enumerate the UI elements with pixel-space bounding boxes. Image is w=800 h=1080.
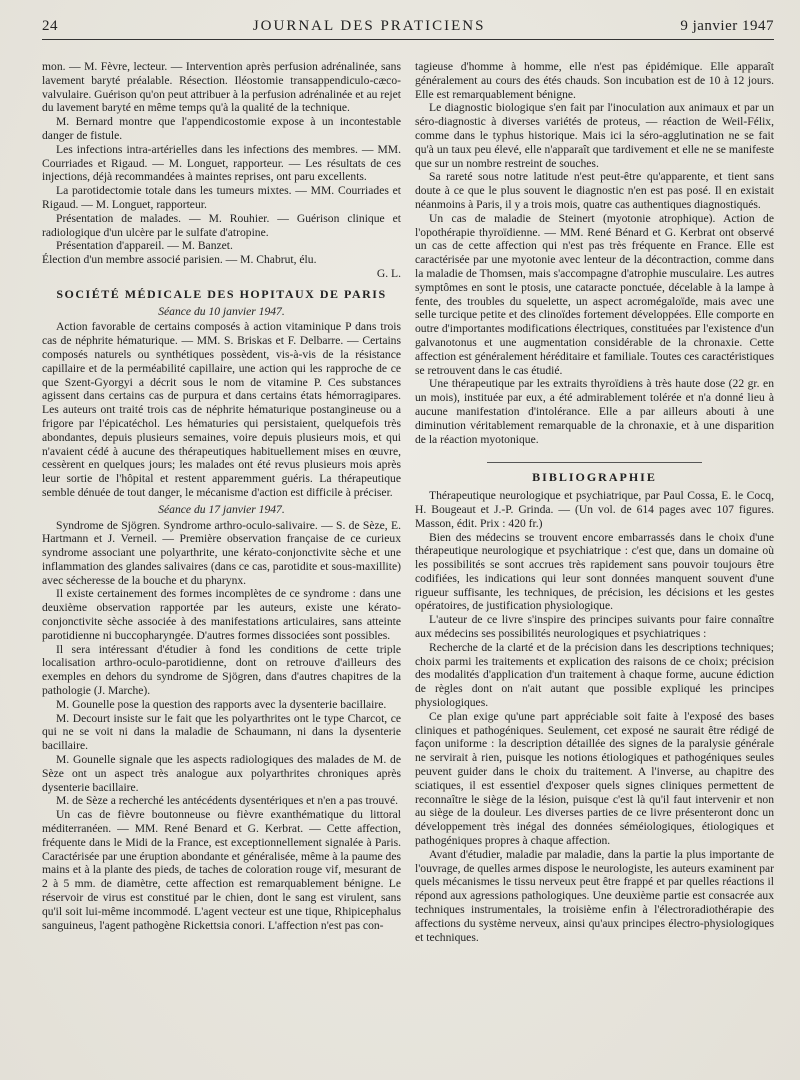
seance-date: Séance du 10 janvier 1947. bbox=[158, 304, 285, 318]
paragraph: M. de Sèze a recherché les antécédents dysentériques et n'en a pas trouvé. bbox=[56, 794, 399, 808]
paragraph: Bien des médecins se trouvent encore embarrassés dans le choix d'une thérapeutique neurologique et psychiatrique : c'est que, dans un domaine où les possibilités se sont accrues très rapidement sans pouvoir toujours être codifiées, les indications qui leur sont données manquent souvent d'une rigueur suffisante, les techniques, de précision, les décisions et les gestes opératoires, de justification physiologique. bbox=[415, 530, 774, 613]
paragraph: Recherche de la clarté et de la précision dans les descriptions techniques; choix parmi les traitements et explication des raisons de ce choix; précision des modalités d'application d'un traitement à chaque forme, aucune édiction de règles dont on n'ait autant que possible expliqué les principes physiologiques. bbox=[415, 640, 774, 710]
paragraph: tagieuse d'homme à homme, elle n'est pas épidémique. Elle apparaît généralement au cours des étés chauds. Son incubation est de 10 à 12 jours. Elle est remarquablement bénigne. bbox=[415, 60, 774, 101]
paragraph: mon. — M. Fèvre, lecteur. — Intervention après perfusion adrénalinée, sans lavement baryté préalable. Résection. Iléostomie transappendiculo-cæco-valvulaire. Guérison qu'on peut attribuer à la perfusion adrénalinée et au rejet du lavement baryté en même temps qu'à la qualité de la technique. bbox=[42, 60, 401, 115]
seance-date: Séance du 17 janvier 1947. bbox=[158, 502, 285, 516]
paragraph: Présentation d'appareil. — M. Banzet. bbox=[56, 239, 233, 253]
paragraph: M. Decourt insiste sur le fait que les polyarthrites ont le type Charcot, ce qui ne se voit ni dans la maladie de Schaumann, ni dans la dysenterie bacillaire. bbox=[42, 711, 401, 753]
paragraph: M. Bernard montre que l'appendicostomie expose à un incontestable danger de fistule. bbox=[42, 115, 401, 142]
journal-title: JOURNAL DES PRATICIENS bbox=[252, 18, 486, 34]
paragraph: M. Gounelle pose la question des rapports avec la dysenterie bacillaire. bbox=[56, 697, 387, 711]
paragraph: M. Gounelle signale que les aspects radiologiques des malades de M. de Sèze ont un aspect très analogue aux polyarthrites chroniques après dysenterie bacillaire. bbox=[42, 753, 401, 794]
paragraph: Le diagnostic biologique s'en fait par l'inoculation aux animaux et par un séro-diagnostic à diverses variétés de proteus, — réaction de Weil-Félix, comme dans le typhus historique. Mais ici la séro-agglutination ne se fait qu'à un taux peu élevé, elle n'apparaît que tardivement et elle ne se manifeste que sur un nombre restreint de souches. bbox=[415, 101, 774, 170]
paragraph: Un cas de fièvre boutonneuse ou fièvre exanthématique du littoral méditerranéen. — MM. René Benard et G. Kerbrat. — Cette affection, fréquente dans le Midi de la France, est exceptionnellement signalée à Paris. Caractérisée par une éruption abondante et généralisée, même à la paume des mains et à la plante des pieds, de taches de coloration rouge vif, mesurant de 2 à 5 mm. de diamètre, cette affection est remarquablement bénigne. Le réservoir de virus est constitué par le chien, dont le sang est virulent, sans qu'il soit lui-même incommodé. L'agent vecteur est une tique, Rhipicephalus sanguineus, l'agent pathogène Rickettsia conori. L'affection n'est pas con- bbox=[42, 808, 401, 932]
right-column bbox=[415, 60, 774, 944]
paragraph: L'auteur de ce livre s'inspire des principes suivants pour faire connaître aux médecins ses possibilités neurologiques et psychiatriques : bbox=[415, 613, 774, 641]
paragraph: Élection d'un membre associé parisien. — M. Chabrut, élu. bbox=[42, 253, 317, 267]
paragraph: Thérapeutique neurologique et psychiatrique, par Paul Cossa, E. le Cocq, H. Bougeaut et J.-P. Grinda. — (Un vol. de 614 pages avec 107 figures. Masson, édit. Prix : 420 fr.) bbox=[415, 489, 774, 530]
issue-date: 9 janvier 1947 bbox=[680, 18, 774, 34]
paragraph: La parotidectomie totale dans les tumeurs mixtes. — MM. Courriades et Rigaud. — M. Longuet, rapporteur. bbox=[42, 184, 401, 211]
page-header bbox=[42, 18, 774, 40]
bibliography-title: BIBLIOGRAPHIE bbox=[487, 462, 702, 485]
paragraph: Il existe certainement des formes incomplètes de ce syndrome : dans une deuxième observation rapportée par les auteurs, existe une kérato-conjonctivite sèche associée à des manifestations articulaires, sans atteinte parotidienne ni buccopharyngée. D'autres formes dissociées sont possibles. bbox=[42, 587, 401, 642]
paragraph: Présentation de malades. — M. Rouhier. — Guérison clinique et radiologique d'un ulcère par le sulfate d'atropine. bbox=[42, 211, 401, 239]
paragraph: Syndrome de Sjögren. Syndrome arthro-oculo-salivaire. — S. de Sèze, E. Hartmann et J. Verneil. — Première observation française de ce curieux syndrome associant une polyarthrite, une kérato-conjonctivite sèche et une inflammation des glandes salivaires (dans ce cas, parotidite et sous-maxillite) avec sécheresse de la bouche et du pharynx. bbox=[42, 518, 401, 587]
paragraph: Un cas de maladie de Steinert (myotonie atrophique). Action de l'opothérapie thyroïdienne. — MM. René Bénard et G. Kerbrat ont observé un cas de cette affection qui n'est pas très fréquente en France. Elle est caractérisée par une myotonie avec lenteur de la décontraction, comme dans la maladie de Thomsen, mais s'accompagne d'atrophie musculaire. Les autres symptômes en sont le ptosis, une cataracte ponctuée, décelable à la lampe à fente, des troubles du squelette, un aspect acromégaloïde, mais avec une selle turcique petite et des clinoïdes fortement développées. Elle comporte en outre d'importantes modifications électriques, constituées par l'existence d'un galvanotonus et une augmentation considérable de la chronaxie. Cette affection est généralement héréditaire et familiale. Toutes ces caractéristiques se retrouvent dans le cas étudié. bbox=[415, 211, 774, 377]
page-number: 24 bbox=[42, 18, 58, 34]
paragraph: Sa rareté sous notre latitude n'est peut-être qu'apparente, et tient sans doute à ce que le plus souvent le diagnostic n'en est pas posé. Il en existait néanmoins à Paris, il y a trois mois, quatre cas authentiques diagnostiqués. bbox=[415, 170, 774, 211]
paragraph: Une thérapeutique par les extraits thyroïdiens à très haute dose (22 gr. en un mois), instituée par eux, a été admirablement tolérée et n'a donné lieu à aucune manifestation d'intolérance. Elle a par ailleurs abouti à une diminution véritablement remarquable de la chronaxie, et à une disparition de la réaction myotonique. bbox=[415, 377, 774, 446]
signature: G. L. bbox=[376, 266, 401, 280]
paragraph: Avant d'étudier, maladie par maladie, dans la partie la plus importante de l'ouvrage, de quelles armes dispose le neurologiste, les auteurs examinent par quels mécanismes le tissu nerveux peut être frappé et par quelles réactions il répond aux agressions pathologiques. Une deuxième partie est consacrée aux techniques instrumentales, la troisième enfin à l'électroradiothérapie des affections du système nerveux, ainsi qu'aux principes électro-physiologiques et techniques. bbox=[415, 847, 774, 944]
paragraph: Ce plan exige qu'une part appréciable soit faite à l'exposé des bases cliniques et pathogéniques. Seulement, cet exposé ne saurait être rédigé de façon uniforme : la description détaillée des signes de la paralysie générale ne servirait à rien, puisque les notions étiologiques et pathogéniques seules peuvent guider dans le choix du traitement. A l'inverse, au chapitre des sciatiques, il est essentiel d'exposer quels signes cliniques permettent de reconnaître le siège de la lésion, puisque c'est là qu'il faut intervenir et non au siège de la douleur. Les diverses parties de ce livre présenteront donc un développement très inégal des données séméiologiques, étiologiques et pathogéniques propres à chaque affection. bbox=[415, 709, 774, 848]
paragraph: Action favorable de certains composés à action vitaminique P dans trois cas de néphrite hématurique. — MM. S. Briskas et F. Delbarre. — Certains composés naturels ou synthétiques possèdent, vis-à-vis de la résistance capillaire et de la perméabilité capillaire, une action qui les rapproche de ce que Szent-Gyorgyi a décrit sous le nom de vitamine P. Ces substances agissent dans certains cas de purpura et dans certains états hémorragipares. Les auteurs ont traité trois cas de néphrite hématurique postangineuse ou a frigore par l'épicatéchol. Les hématuries qui persistaient, quelquefois très abondantes, depuis plusieurs semaines, voire depuis plusieurs mois, et qui n'avaient cédé à aucune des thérapeutiques habituellement mises en œuvre, cessèrent en quelques jours; les malades ont été revus plusieurs mois après leur sortie de l'hôpital et restent apparemment guéris. La thérapeutique semble dénuée de tout danger, le mécanisme d'action est difficile à préciser. bbox=[42, 320, 401, 499]
paragraph: Il sera intéressant d'étudier à fond les conditions de cette triple localisation arthro-oculo-parotidienne, dont on retrouve d'ailleurs des exemples en dehors du syndrome de Sjögren, dans d'autres chapitres de la pathologie (J. Marche). bbox=[42, 642, 401, 698]
left-column bbox=[42, 60, 401, 944]
section-title: SOCIÉTÉ MÉDICALE DES HOPITAUX DE PARIS bbox=[56, 286, 387, 301]
paragraph: Les infections intra-artérielles dans les infections des membres. — MM. Courriades et Rigaud. — M. Longuet, rapporteur. — Les résultats de ces injections, déjà recommandées à maintes reprises, ont paru excellents. bbox=[42, 142, 401, 184]
